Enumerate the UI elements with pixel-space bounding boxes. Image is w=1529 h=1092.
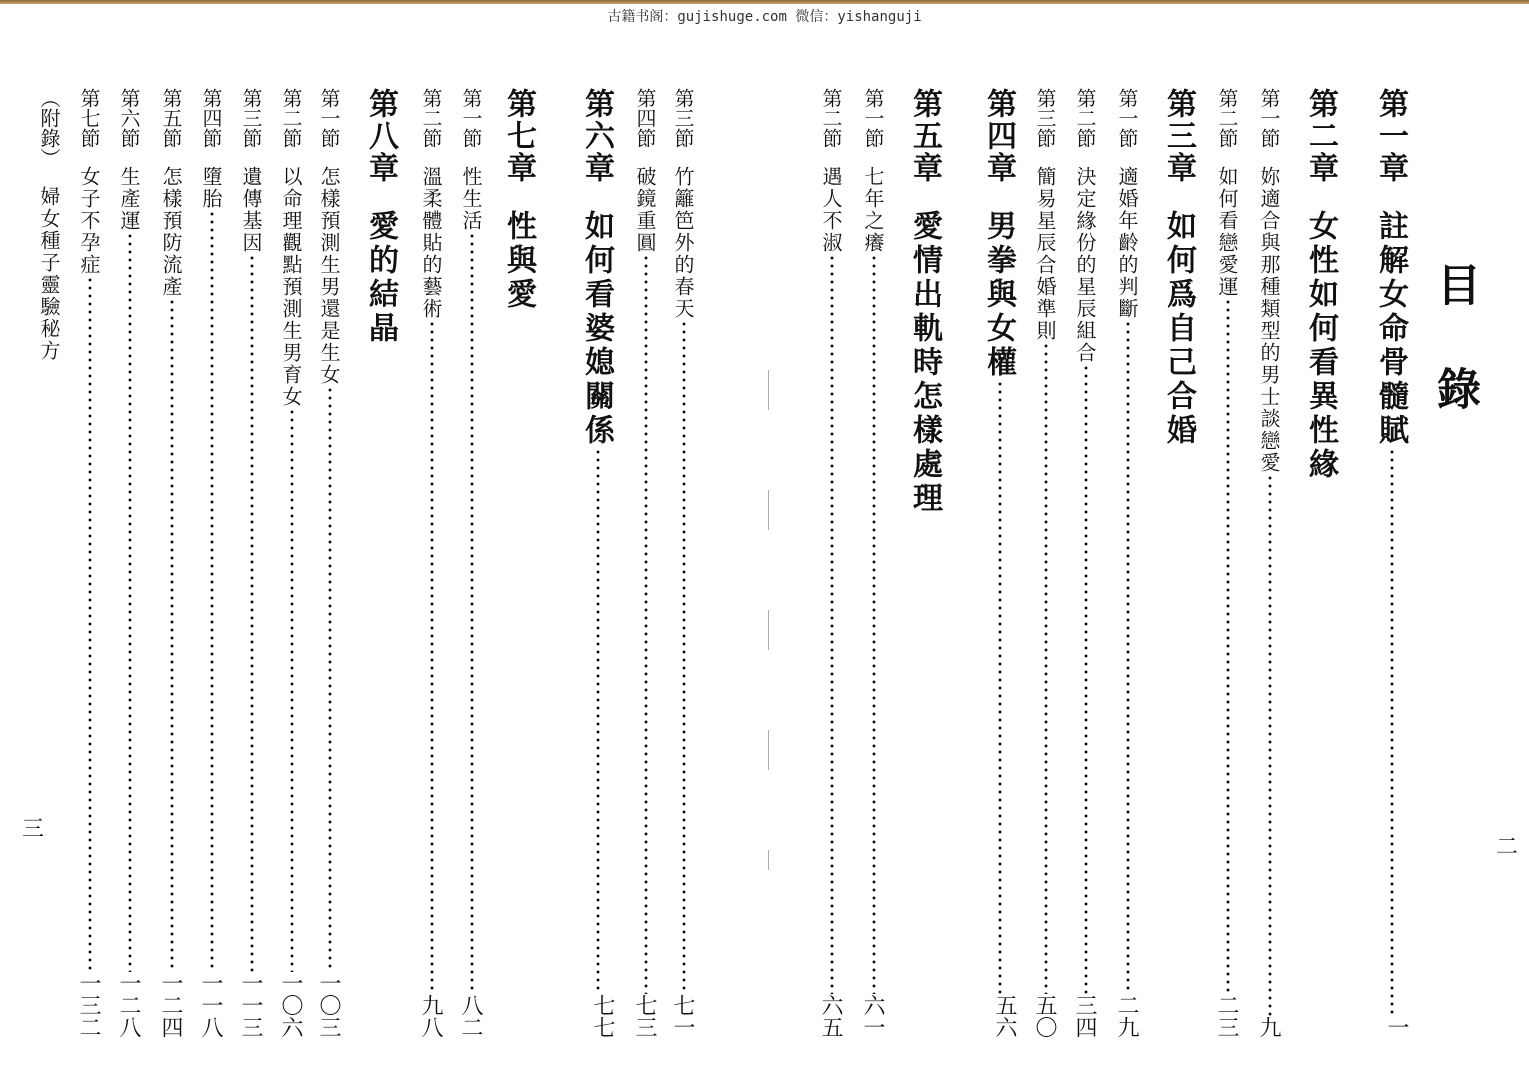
section-title: 簡易星辰合婚準則	[1033, 166, 1057, 342]
page-gutter	[768, 370, 769, 870]
entry-page-number: 五〇	[1032, 994, 1057, 1038]
section-title: 如何看戀愛運	[1215, 166, 1239, 298]
toc-section-entry	[238, 88, 266, 1038]
chapter-title: 男拳與女權	[981, 210, 1016, 380]
entry-page-number: 一	[1384, 1016, 1409, 1038]
section-title: 墮胎	[199, 166, 223, 210]
leader-dots	[824, 254, 840, 994]
toc-section-entry	[458, 88, 486, 1038]
leader-dots	[464, 232, 480, 994]
leader-dots	[122, 232, 138, 972]
chapter-number: 第一章	[1373, 88, 1408, 184]
section-number: 第一節	[1115, 88, 1139, 148]
section-number: 第三節	[1033, 88, 1057, 148]
entry-page-number: 一二四	[158, 972, 183, 1038]
leader-dots	[284, 408, 300, 972]
top-border	[0, 0, 1529, 4]
leader-dots	[638, 254, 654, 994]
leader-dots	[986, 380, 1014, 994]
chapter-title: 愛的結晶	[363, 210, 398, 346]
section-number: 第二節	[419, 88, 443, 148]
toc-section-entry	[818, 88, 846, 1038]
toc-section-entry	[158, 88, 186, 1038]
entry-page-number: 二九	[1114, 994, 1139, 1038]
entry-page-number: 七一	[670, 994, 695, 1038]
leader-dots	[164, 298, 180, 972]
entry-page-number: 七三	[632, 994, 657, 1038]
section-number: 第三節	[671, 88, 695, 148]
entry-page-number: 一〇六	[278, 972, 303, 1038]
section-title: 妳適合與那種類型的男士談戀愛	[1257, 166, 1281, 474]
entry-page-number: 三四	[1072, 994, 1097, 1038]
leader-dots	[1220, 298, 1236, 994]
toc-section-entry	[1032, 88, 1060, 1038]
section-number: 第一節	[317, 88, 341, 148]
section-title: 適婚年齡的判斷	[1115, 166, 1139, 320]
leader-dots	[204, 210, 220, 972]
entry-page-number: 六一	[860, 994, 885, 1038]
section-number: 第三節	[239, 88, 263, 148]
section-title: 女子不孕症	[77, 166, 101, 276]
leader-dots	[676, 320, 692, 994]
leader-dots	[584, 448, 612, 994]
leader-dots	[82, 276, 98, 972]
chapter-number: 第六章	[579, 88, 614, 184]
toc-section-entry	[1256, 88, 1284, 1038]
chapter-number: 第三章	[1161, 88, 1196, 184]
toc-section-entry	[316, 88, 344, 1038]
toc-section-entry	[670, 88, 698, 1038]
section-title: 性生活	[459, 166, 483, 232]
toc-chapter-entry	[1302, 88, 1342, 1038]
entry-page-number: 五六	[992, 994, 1017, 1038]
leader-dots	[1078, 364, 1094, 994]
leader-dots	[424, 320, 440, 994]
toc-chapter-entry	[1372, 88, 1412, 1038]
toc-section-entry	[198, 88, 226, 1038]
section-number: 第四節	[633, 88, 657, 148]
chapter-title: 如何看婆媳關係	[579, 210, 614, 448]
section-title: 怎樣預測生男還是生女	[317, 166, 341, 386]
toc-chapter-entry	[906, 88, 946, 1038]
section-title: 破鏡重圓	[633, 166, 657, 254]
entry-page-number: 一三二	[76, 972, 101, 1038]
chapter-title: 性與愛	[501, 210, 536, 312]
toc-section-entry	[278, 88, 306, 1038]
section-number: 第四節	[199, 88, 223, 148]
section-number: 第一節	[1257, 88, 1281, 148]
toc-chapter-entry	[578, 88, 618, 1038]
toc-title: 目錄	[1429, 262, 1480, 470]
section-title: 以命理觀點預測生男育女	[279, 166, 303, 408]
section-title: 遺傳基因	[239, 166, 263, 254]
entry-page-number: 一一三	[238, 972, 263, 1038]
toc-section-entry	[1072, 88, 1100, 1038]
page-number-right: 二	[1496, 835, 1519, 860]
chapter-title: 註解女命骨髓賦	[1373, 210, 1408, 448]
leader-dots	[322, 386, 338, 972]
entry-page-number: 二三	[1214, 994, 1239, 1038]
leader-dots	[1378, 448, 1406, 1016]
entry-page-number: 一〇三	[316, 972, 341, 1038]
section-title: 生產運	[117, 166, 141, 232]
leader-dots	[1120, 320, 1136, 994]
toc-chapter-entry	[362, 88, 402, 1038]
entry-page-number: 七七	[590, 994, 615, 1038]
section-number: 第一節	[459, 88, 483, 148]
section-title: 溫柔體貼的藝術	[419, 166, 443, 320]
entry-page-number: 一一八	[198, 972, 223, 1038]
leader-dots	[866, 254, 882, 994]
leader-dots	[1038, 342, 1054, 994]
entry-page-number: 一二八	[116, 972, 141, 1038]
chapter-title: 愛情出軌時怎樣處理	[907, 210, 942, 516]
toc-chapter-entry	[1160, 88, 1200, 1038]
chapter-number: 第八章	[363, 88, 398, 184]
chapter-title: 如何爲自己合婚	[1161, 210, 1196, 448]
chapter-number: 第五章	[907, 88, 942, 184]
section-title: 婦女種子靈驗秘方	[37, 186, 61, 362]
toc-section-entry	[1114, 88, 1142, 1038]
section-title: 遇人不淑	[819, 166, 843, 254]
section-number: 第一節	[861, 88, 885, 148]
section-title: 竹籬笆外的春天	[671, 166, 695, 320]
toc-chapter-entry	[980, 88, 1020, 1038]
toc-section-entry	[76, 88, 104, 1038]
section-number: 第六節	[117, 88, 141, 148]
toc-section-entry	[116, 88, 144, 1038]
leader-dots	[244, 254, 260, 972]
section-number: （附錄）	[37, 88, 61, 168]
page-number-left: 三	[22, 817, 45, 842]
toc-section-entry	[632, 88, 660, 1038]
section-number: 第二節	[1215, 88, 1239, 148]
section-number: 第二節	[819, 88, 843, 148]
chapter-number: 第二章	[1303, 88, 1338, 184]
toc-chapter-entry	[500, 88, 540, 1038]
entry-page-number: 八二	[458, 994, 483, 1038]
section-title: 七年之癢	[861, 166, 885, 254]
section-number: 第二節	[279, 88, 303, 148]
section-title: 怎樣預防流產	[159, 166, 183, 298]
toc-section-entry	[36, 88, 64, 1038]
entry-page-number: 六五	[818, 994, 843, 1038]
section-number: 第七節	[77, 88, 101, 148]
toc-section-entry	[1214, 88, 1242, 1038]
leader-dots	[1262, 474, 1278, 1016]
watermark-text: 古籍书阁：gujishuge.com 微信：yishanguji	[607, 9, 922, 25]
toc-section-entry	[418, 88, 446, 1038]
chapter-number: 第七章	[501, 88, 536, 184]
chapter-number: 第四章	[981, 88, 1016, 184]
section-number: 第五節	[159, 88, 183, 148]
section-title: 決定緣份的星辰組合	[1073, 166, 1097, 364]
entry-page-number: 九八	[418, 994, 443, 1038]
toc-section-entry	[860, 88, 888, 1038]
chapter-title: 女性如何看異性緣	[1303, 210, 1338, 482]
section-number: 第二節	[1073, 88, 1097, 148]
entry-page-number: 九	[1256, 1016, 1281, 1038]
